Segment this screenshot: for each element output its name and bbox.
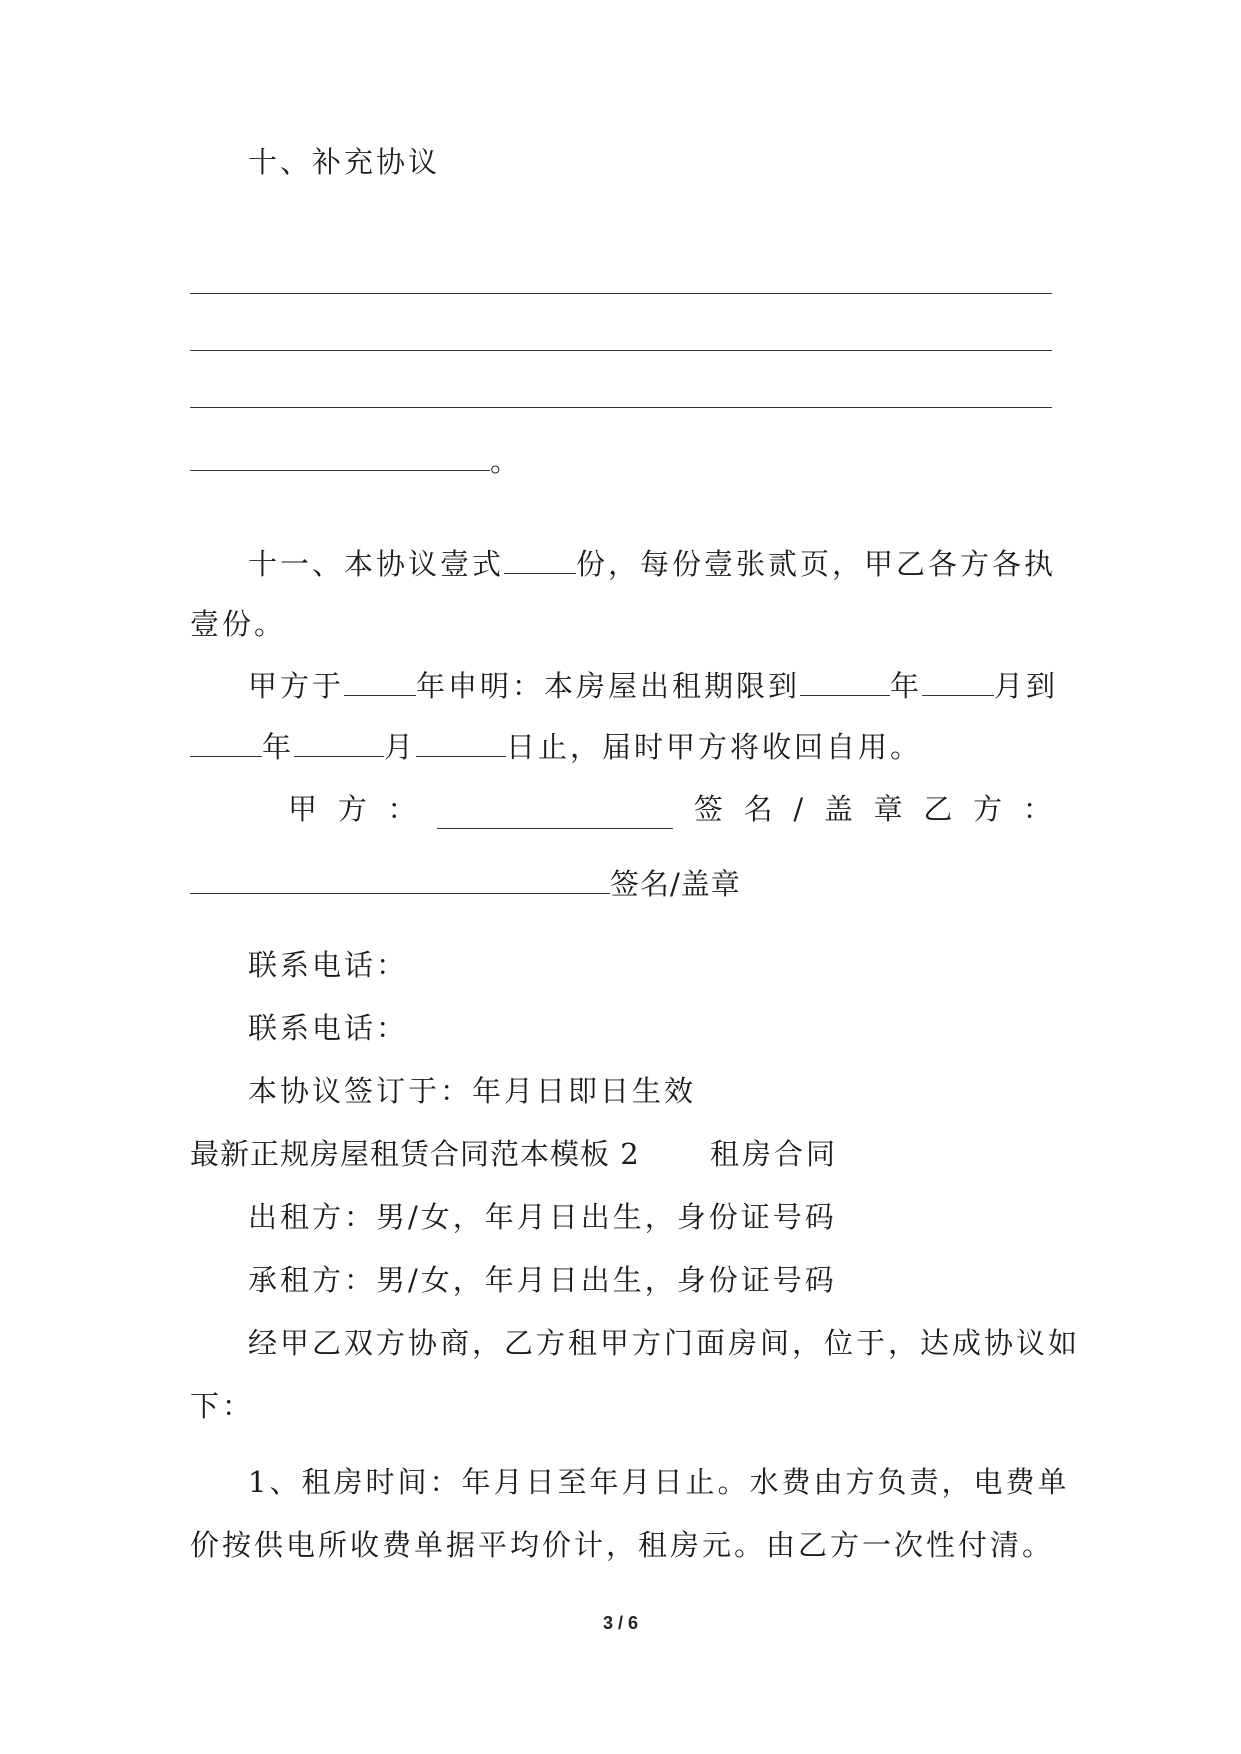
statement-text-e: 年 — [262, 730, 295, 764]
party-b-char-2: 方 — [973, 792, 1003, 826]
section-11-line-2: 壹份。 — [190, 607, 287, 641]
copies-blank — [504, 543, 576, 574]
party-b-sign-label: 签名/盖章 — [610, 867, 741, 901]
statement-text-a: 甲方于 — [248, 669, 345, 703]
statement-text-d: 月到 — [994, 669, 1059, 703]
statement-text-b: 年申明：本房屋出租期限到 — [416, 669, 801, 703]
section-11-line-1 — [248, 543, 1056, 584]
template-2-title: 最新正规房屋租赁合同范本模板 2 — [190, 1137, 640, 1171]
party-a-char-2: 方 — [337, 792, 367, 826]
party-b-colon: ： — [1022, 792, 1052, 826]
section-11-text-a: 十一、本协议壹式 — [248, 547, 505, 581]
sign-slash: / — [793, 792, 804, 826]
end-month-blank — [922, 665, 994, 696]
sign-char-1: 签 — [693, 792, 723, 826]
end-year-blank — [800, 665, 890, 696]
agreement-line-1: 经甲乙双方协商，乙方租甲方门面房间，位于，达成协议如 — [248, 1326, 1081, 1360]
signature-line-2 — [190, 863, 741, 904]
until-year-blank — [190, 726, 262, 757]
statement-line-1 — [248, 665, 1058, 706]
template-2-subtitle: 租房合同 — [710, 1137, 839, 1171]
lessor-line: 出租方：男/女，年月日出生，身份证号码 — [248, 1200, 837, 1234]
blank-line-4 — [190, 440, 522, 481]
clause-1-line-1: 1、租房时间：年月日至年月日止。水费由方负责，电费单 — [248, 1465, 1070, 1499]
until-day-blank — [416, 726, 506, 757]
statement-line-2 — [190, 726, 922, 767]
signature-row — [190, 789, 1052, 829]
period: 。 — [490, 444, 523, 478]
blank-underline — [190, 440, 490, 471]
until-month-blank — [294, 726, 384, 757]
sign-char-2: 名 — [743, 792, 773, 826]
page-number: 3 / 6 — [602, 1613, 639, 1633]
party-a-signature-blank — [437, 798, 673, 829]
sign-char-4: 章 — [873, 792, 903, 826]
year-blank — [344, 665, 416, 696]
sign-char-3: 盖 — [823, 792, 853, 826]
statement-text-c: 年 — [890, 669, 923, 703]
statement-text-f: 月 — [384, 730, 417, 764]
party-a-char-1: 甲 — [288, 792, 318, 826]
contact-phone-2: 联系电话： — [248, 1011, 409, 1045]
statement-text-g: 日止，届时甲方将收回自用。 — [506, 730, 923, 764]
contact-phone-1: 联系电话： — [248, 948, 409, 982]
clause-1-line-2: 价按供电所收费单据平均价计，租房元。由乙方一次性付清。 — [190, 1528, 1055, 1562]
party-a-colon: ： — [387, 792, 417, 826]
blank-line-3 — [190, 407, 1052, 408]
effective-date: 本协议签订于：年月日即日生效 — [248, 1074, 697, 1108]
blank-line-2 — [190, 350, 1052, 351]
party-b-signature-blank — [190, 863, 610, 894]
section-11-text-b: 份，每份壹张贰页，甲乙各方各执 — [576, 547, 1057, 581]
agreement-line-2: 下： — [190, 1389, 255, 1423]
section-10-heading: 十、补充协议 — [248, 145, 441, 179]
party-b-char-1: 乙 — [923, 792, 953, 826]
blank-line-1 — [190, 293, 1052, 294]
lessee-line: 承租方：男/女，年月日出生，身份证号码 — [248, 1263, 837, 1297]
